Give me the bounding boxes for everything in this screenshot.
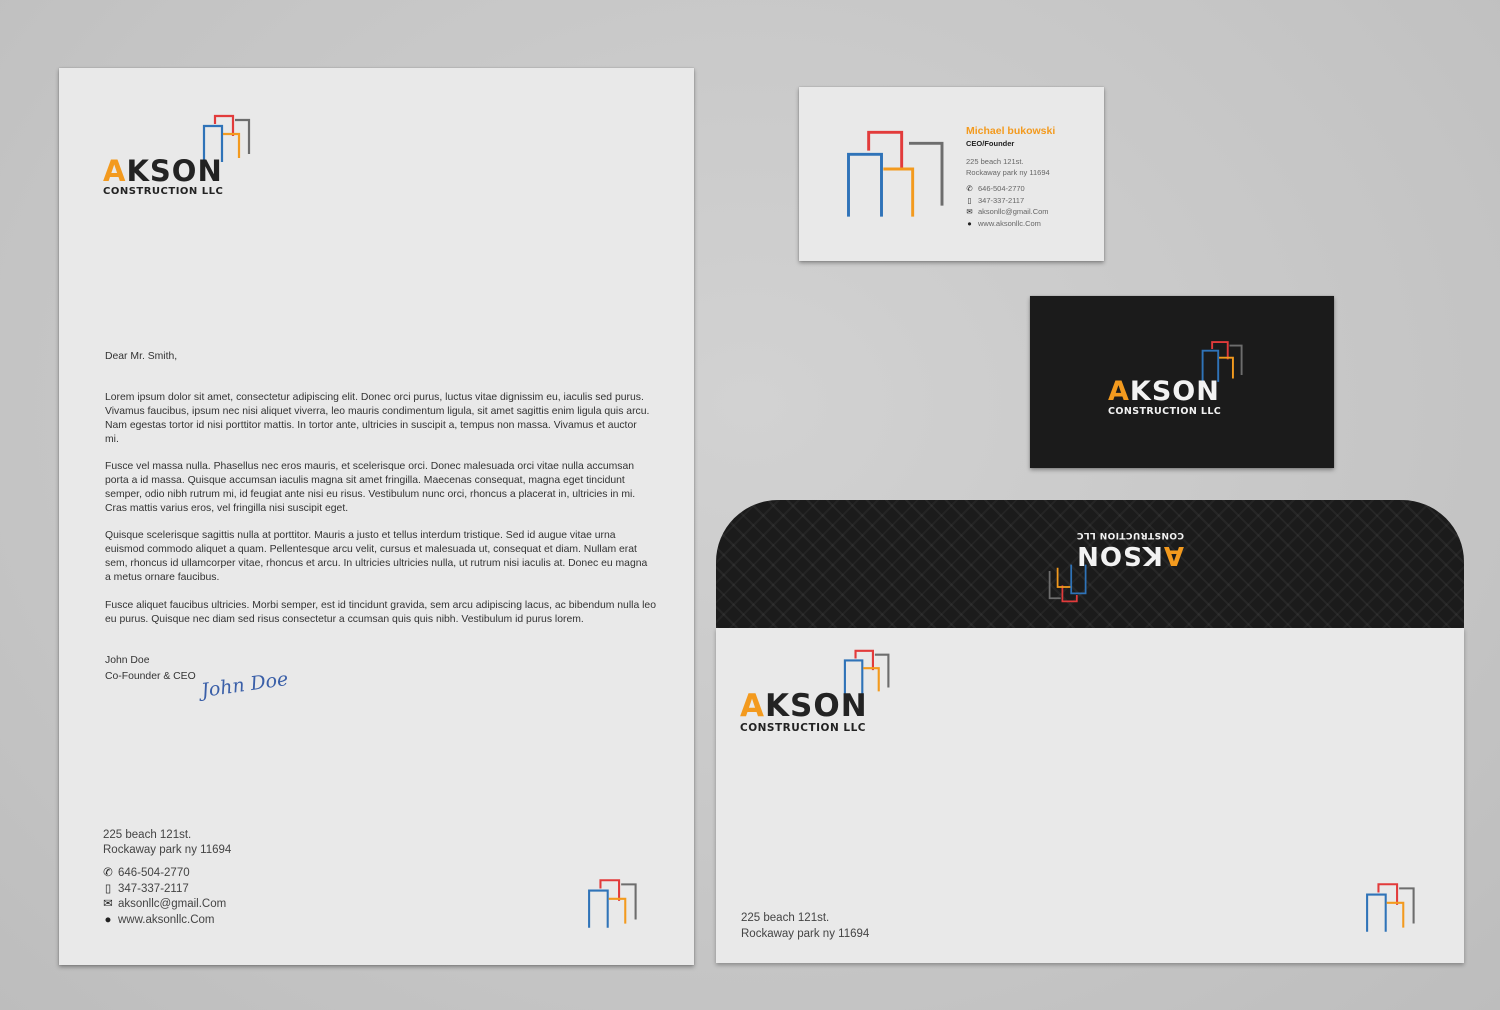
envelope-footer-mark-icon [1364,878,1426,938]
envelope-body [716,628,1464,963]
letterhead-footer-mark-icon [586,874,648,934]
logo-subtitle: CONSTRUCTION LLC [1076,530,1184,540]
card-row-mobile [966,195,1049,207]
letter-paragraph-1: Lorem ipsum dolor sit amet, consectetur adipiscing elit. Donec orci purus, luctus vitae dignissim eu, iaculis sed purus. Vivamus faucibus, ipsum nec nisi aliquet viverra, leo mauris condimentum ligula, sit amet sagittis enim ligula quis arcu. Nam egestas tortor id nisi porttitor mattis. In tortor ante, ultricies in suscipit a, tempus non massa. Vivamus et auctor mi. [105,392,650,445]
letter-address-line1: 225 beach 121st. [103,829,192,841]
contact-row-website [103,913,226,929]
card-website: www.aksonllc.Com [978,218,1041,228]
letterhead [59,68,694,965]
signer-title: Co-Founder & CEO [105,671,196,682]
logo-wordmark: AKSON [103,154,223,188]
mail-icon: ✉ [103,898,113,910]
logo-wordmark: AKSON [1108,376,1220,407]
card-address-line2: Rockaway park ny 11694 [966,168,1050,177]
logo-subtitle: CONSTRUCTION LLC [1108,406,1222,417]
letter-contact-list [103,866,226,928]
mobile-icon: ▯ [104,882,112,895]
card-row-email [966,206,1049,218]
contact-row-phone [103,866,226,882]
phone-icon: ✆ [966,184,973,193]
card-contact-list [966,183,1049,229]
contact-email: aksonllc@gmail.Com [118,898,227,910]
envelope-logo [740,648,910,733]
letter-address-line2: Rockaway park ny 11694 [103,844,232,856]
contact-phone: 646-504-2770 [118,867,190,879]
letter-paragraph-2: Fusce vel massa nulla. Phasellus nec eros mauris, et scelerisque orci. Donec malesuada orci vitae nulla accumsan porta a id massa. Quisque accumsan iaculis magna sit amet fringilla. Maecenas consequat, magna eget tincidunt semper, odio nibh rutrum mi, id feugiat ante nisi eu risus. Vestibulum nunc orci, rhoncus a placerat in, ultricies in mi. Cras mattis varius eros, vel fringilla nisi suscipit eget. [105,461,636,514]
envelope-address-line2: Rockaway park ny 11694 [741,928,870,940]
envelope [716,500,1464,963]
phone-icon: ✆ [103,867,113,879]
card-address-line1: 225 beach 121st. [966,157,1024,166]
signature: John Doe [199,668,290,702]
card-phone: 646-504-2770 [978,184,1025,193]
contact-website: www.aksonllc.Com [118,913,215,926]
card-buildings-mark-icon [843,127,953,222]
letter-paragraph-4: Fusce aliquet faucibus ultricies. Morbi semper, est id tincidunt gravida, sem arcu adipiscing lacus, ac bibendum nulla leo eu purus. Quisque nec diam sed risus consectetur a ccumsan quis quis nibh. Vestibulum id purus lorem. [105,600,656,625]
card-row-website [966,218,1049,230]
card-email: aksonllc@gmail.Com [978,207,1049,216]
globe-icon: ● [967,218,972,228]
contact-row-mobile [103,882,226,898]
mail-icon: ✉ [966,207,973,216]
letter-greeting: Dear Mr. Smith, [105,351,178,362]
business-card-back [1030,296,1334,468]
logo-wordmark: AKSON [740,688,868,724]
globe-icon: ● [104,913,112,926]
envelope-flap [716,500,1464,628]
signer-name: John Doe [105,655,150,666]
card-mobile: 347-337-2117 [978,195,1025,205]
envelope-address-line1: 225 beach 121st. [741,912,830,924]
letter-paragraph-3: Quisque scelerisque sagittis nulla at porttitor. Mauris a justo et tellus interdum tristique. Sed id augue vitae urna euismod commodo aliquet a quam. Pellentesque arcu velit, cursus et malesuada ut, consequat et diam. Nullam erat sem, rhoncus id ullamcorper vitae, rhoncus et arcu. In ultricies ultricies nulla, ut rutrum nisi iaculis at. Donec eu magna a metus ornare faucibus. [105,530,648,583]
envelope-flap-logo [1024,524,1184,604]
letterhead-logo [103,114,263,199]
card-name: Michael bukowski [966,125,1056,137]
card-title: CEO/Founder [966,139,1015,148]
mobile-icon: ▯ [967,195,972,205]
business-card-front [799,87,1104,261]
logo-subtitle: CONSTRUCTION LLC [740,722,866,734]
contact-mobile: 347-337-2117 [118,882,189,895]
logo-wordmark: AKSON [1076,540,1184,570]
card-row-phone [966,183,1049,195]
logo-subtitle: CONSTRUCTION LLC [103,186,224,197]
card-back-logo [1108,340,1268,420]
contact-row-email [103,897,226,913]
